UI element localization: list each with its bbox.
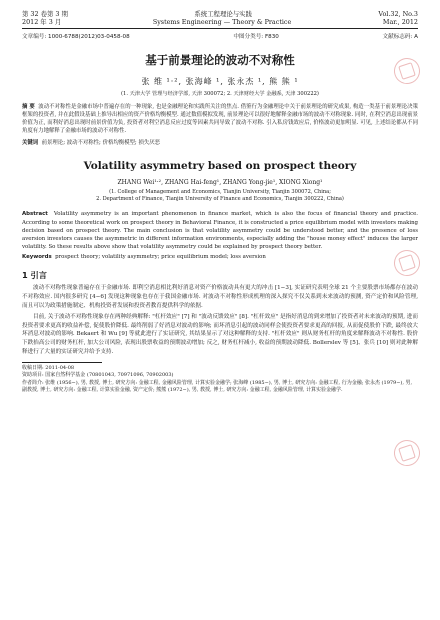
authors-cn: 张 维 ¹·², 张海峰 ¹, 张永杰 ¹, 熊 熊 ¹ [141,77,299,86]
abstract-en-text: Volatility asymmetry is an important phenomenon in finance market, which is also the focus of financial theory and practice. According to some theoretical work on prospect theory in Behavioral Finance, it is constructed a price equilibrium model with investors making decision based on prospect theory. The main conclusion is that volatility asymmetry could be understood better, and the presence of loss aversion investors causes the asymmetric in different information environments, especially adding the "house money effect" induces the larger volatility. So these results above show that volatility asymmetry could be explained by prospect theory better. [22,211,418,251]
affiliation-cn: (1. 天津大学 管理与经济学部, 天津 300072; 2. 天津财经大学 金融系, 天津 300222) [121,91,319,97]
keywords-cn [22,138,418,146]
document-code: 文献标志码: A [382,34,418,40]
date-cn: 2012 年 3 月 [22,18,62,26]
keywords-cn-label: 关键词 [22,140,39,147]
keywords-en-text: prospect theory; volatility asymmetry; price equilibrium model; loss aversion [55,254,266,261]
date-en: Mar., 2012 [382,18,418,26]
keywords-cn-text: 前景理论; 波动不对称性; 价格均衡模型; 损失厌恶 [41,140,161,147]
affiliation-en [22,189,418,203]
affiliation-en-line: (1. College of Management and Economics, Tianjin University, Tianjin 300072, China; [109,189,331,196]
journal-header-bottom [22,18,418,26]
abstract-cn [22,103,418,135]
volume-issue-en: Vol.32, No.3 [378,10,418,18]
footnote-fund: 资助项目: 国家自然科学基金 (70801043, 70971096, 70902003) [22,372,174,379]
authors-en: ZHANG Wei¹·², ZHANG Hai-feng¹, ZHANG Yong-jie¹, XIONG Xiong¹ [117,179,323,187]
footnote-bio: 作者简介: 张维 (1956−), 男, 教授, 博士, 研究方向: 金融工程, 金融风险管理, 计算实验金融学; 张海峰 (1985−), 男, 博士, 研究方向: 金融工程, 行为金融; 张永杰 (1979−), 男, 副教授, 博士, 研究方向: 金融工程, 计算实验金融, 资产定价; 熊熊 (1972−), 男, 教授, 博士, 研究方向: 金融工程, 金融风险管理, 计算实验金融学. [22,379,413,393]
title-cn: 基于前景理论的波动不对称性 [145,53,295,67]
volume-issue-cn: 第 32 卷第 3 期 [22,10,68,18]
header-rule [22,28,418,29]
section-heading-intro: 1 引言 [22,270,47,281]
journal-name-en: Systems Engineering — Theory & Practice [152,18,292,26]
intro-paragraph-2: 目前, 关于波动不对称性现象存在两种经典解释: "杠杆效应" [7] 和 "波动反馈效应" [8]. "杠杆效应" 是指好消息的到来增加了投资者对未来波动的预期, 进而投资者要求更高的收益补偿, 促使股价降低. 最终削弱了好消息对波动的影响; 而坏消息引起的波动同样会使投资者要求更高的回报, 从而促使股价下跌, 最终放大坏消息对波动的影响. Bekaert 和 Wu [9] 等就此进行了实证研究, 其结果显示了对这种解释的支持. "杠杆效应" 则从财务杠杆的角度来解释波动不对称性. 股价下跌抬高公司的财务杠杆, 加大公司风险, 表现出股票收益的预期波动增加; 反之, 财务杠杆减小, 收益的预期波动降低. Bollerslev 等 [5]、张兵 [10] 则对此种解释进行了大量的实证研究并给予支持. [22,314,418,355]
article-meta [22,32,418,40]
footnote-rule [22,362,102,363]
abstract-cn-label: 摘 要 [22,104,35,110]
journal-name-cn: 系统工程理论与实践 [194,10,252,18]
article-number: 文章编号: 1000-6788(2012)03-0458-08 [22,34,130,40]
keywords-en-label: Keywords [22,254,52,261]
keywords-en [22,253,418,261]
footnote-received: 收稿日期: 2011-04-08 [22,365,75,372]
abstract-en [22,210,418,251]
intro-paragraph-1: 波动不对称性现象普遍存在于金融市场. 即利空消息相比利好消息对资产价格波动具有更大的冲击 [1−3], 实证研究表明全球 21 个主要股票市场都存在波动不对称效应. 国内很多研究 [4−6] 发现这种现象也存在于我国金融市场. 对波动不对称性形成机理的深入探究不仅关系到未来波动的预测, 资产定价和风险管理, 而且可以为政策措施制定、机构投资者发展和投资者教育提供科学的依据. [22,285,418,309]
abstract-en-label: Abstract [22,211,48,218]
journal-header-top [22,0,418,18]
footnote [22,365,418,394]
affiliation-en-line: 2. Department of Finance, Tianjin University of Finance and Economics, Tianjin 300222, China) [96,196,344,203]
title-en: Volatility asymmetry based on prospect theory [83,160,357,173]
abstract-cn-text: 波动不对称性是金融市场中普遍存在的一种现象, 也是金融理论和实践所关注的焦点. 借鉴行为金融理论中关于前景理论的研究成果, 构造一类基于前景理论决策框架的投资者, 并在此假设基础上推导出相应的资产价格均衡模型. 通过数值模拟发现, 前景理论可以很好地解释金融市场的波动不对称现象. 同时, 在利空消息出现前景价值为正, 而利好消息出现时前景价值为负, 投资者对利空消息反应过度等因素共同导致了波动不对称. 引入私房钱效应后, 价格波动更加明显. 可见, 上述结论都从不同角度有力地解释了金融市场的波动不对称性. [22,104,418,135]
clc-number: 中图分类号: F830 [233,34,279,40]
